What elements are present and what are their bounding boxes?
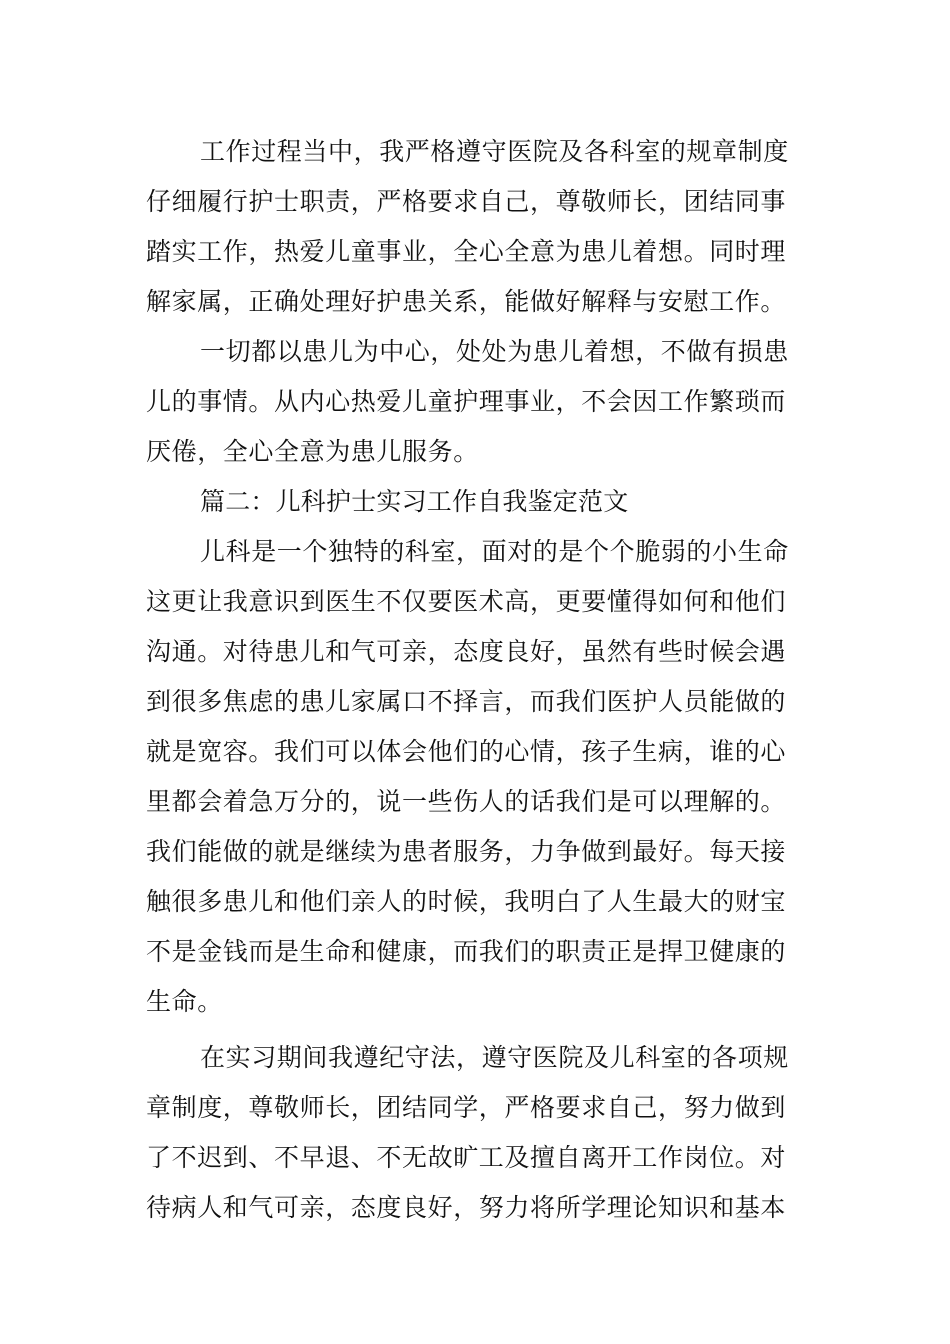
paragraph-1-line-4: 解家属，正确处理好护患关系，能做好解释与安慰工作。 xyxy=(146,287,787,316)
paragraph-2-line-3: 厌倦，全心全意为患儿服务。 xyxy=(146,437,479,466)
paragraph-4-line-1: 在实习期间我遵纪守法，遵守医院及儿科室的各项规 xyxy=(200,1043,789,1072)
paragraph-1-line-2: 仔细履行护士职责，严格要求自己，尊敬师长，团结同事 xyxy=(146,187,787,216)
paragraph-3-line-7: 我们能做的就是继续为患者服务，力争做到最好。每天接 xyxy=(146,837,787,866)
paragraph-3-line-9: 不是金钱而是生命和健康，而我们的职责正是捍卫健康的 xyxy=(146,937,787,966)
paragraph-1-line-1: 工作过程当中，我严格遵守医院及各科室的规章制度 xyxy=(200,137,789,166)
paragraph-3-line-8: 触很多患儿和他们亲人的时候，我明白了人生最大的财宝 xyxy=(146,887,787,916)
paragraph-2-line-2: 儿的事情。从内心热爱儿童护理事业，不会因工作繁琐而 xyxy=(146,387,787,416)
paragraph-4-line-3: 了不迟到、不早退、不无故旷工及擅自离开工作岗位。对 xyxy=(146,1143,787,1172)
paragraph-3-line-6: 里都会着急万分的，说一些伤人的话我们是可以理解的。 xyxy=(146,787,787,816)
paragraph-3-line-4: 到很多焦虑的患儿家属口不择言，而我们医护人员能做的 xyxy=(146,687,787,716)
paragraph-2-line-1: 一切都以患儿为中心，处处为患儿着想，不做有损患 xyxy=(200,337,789,366)
paragraph-3-line-3: 沟通。对待患儿和气可亲，态度良好，虽然有些时候会遇 xyxy=(146,637,787,666)
paragraph-3-line-10: 生命。 xyxy=(146,987,223,1016)
paragraph-1-line-3: 踏实工作，热爱儿童事业，全心全意为患儿着想。同时理 xyxy=(146,237,787,266)
document-body xyxy=(146,127,816,1233)
paragraph-4-line-2: 章制度，尊敬师长，团结同学，严格要求自己，努力做到 xyxy=(146,1093,787,1122)
paragraph-3-line-1: 儿科是一个独特的科室，面对的是个个脆弱的小生命 xyxy=(200,537,789,566)
paragraph-3-line-5: 就是宽容。我们可以体会他们的心情，孩子生病，谁的心 xyxy=(146,737,787,766)
paragraph-3-line-2: 这更让我意识到医生不仅要医术高，更要懂得如何和他们 xyxy=(146,587,787,616)
paragraph-4-line-4: 待病人和气可亲，态度良好，努力将所学理论知识和基本 xyxy=(146,1193,787,1222)
section-heading: 篇二：儿科护士实习工作自我鉴定范文 xyxy=(200,487,629,516)
